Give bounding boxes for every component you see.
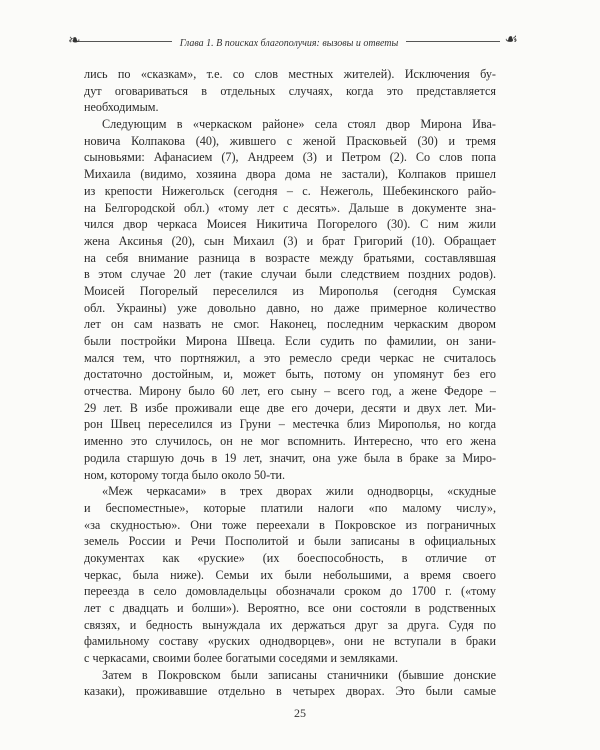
text-line: с черкасами, своими более богатыми соседями и земляками. [84,651,399,666]
text-line: фамильному составу «руских однодворцев», они не вступали в браки [84,634,496,649]
text-line: именно это случилось, он не мог вспомнить. Интересно, что его жена [84,434,496,449]
text-line: Моисей Погорелый переселился из Мирополья (сегодня Сумская [84,283,496,298]
text-line: 29 лет. В избе проживали еще две его дочери, десяти и двух лет. Ми- [84,400,496,415]
running-header [68,32,518,49]
text-line: необходимым. [84,100,159,115]
text-line: из крепости Нижегольск (сегодня – с. Нежеголь, Шебекинского райо- [84,183,496,198]
text-line: земель России и Речи Посполитой и были записаны в официальных [84,534,496,549]
text-line: «за скудностью». Они тоже переехали в Покровское из пограничных [84,517,496,532]
text-line: документах как «руские» (их боеспособность, в отличие от [84,550,496,565]
text-line: чился двор черкаса Моисея Никитича Погорелого (30). С ним жили [84,217,496,232]
text-line: дут оговариваться в отдельных случаях, когда это представляется [84,83,496,98]
body-text [84,66,496,700]
text-line: и беспоместные», которые платили налоги «по малому числу», [84,500,496,515]
page-number: 25 [294,706,306,720]
text-line: сыновьями: Афанасием (7), Андреем (3) и Петром (2). Со слов попа [84,150,496,165]
text-line: в этом случае 20 лет (такие случаи были следствием поздних родов). [84,267,496,282]
text-line: переезда в село домовладельцы обозначали сроком до 1700 г. («тому [84,584,496,599]
chapter-title: Глава 1. В поисках благополучия: вызовы и ответы [172,38,407,49]
text-line: новича Колпакова (40), жившего с женой Прасковьей (30) и тремя [84,133,496,148]
text-line: жена Аксинья (20), сын Михаил (3) и брат Григорий (10). Обращает [84,233,496,248]
text-line: Михаила (видимо, хозяина двора дома не застали), Колпаков пришел [84,167,496,182]
text-line: отчества. Мирону было 60 лет, его сыну – всего год, а жене Федоре – [84,384,496,399]
text-line: рон Швец переселился из Груни – местечка близ Мирополья, но когда [84,417,496,432]
text-line: мался тем, что портняжил, а это ремесло среди черкас не считалось [84,350,496,365]
ornament-left-icon: ❧ [68,33,81,49]
text-line: были постройки Мирона Швеца. Если судить по фамилии, он зани- [84,334,496,348]
text-line: ном, которому тогда было около 50-ти. [84,467,286,482]
text-line: казаки), проживавшие отдельно в четырех дворах. Это были самые [84,684,496,699]
text-line: «Меж черкасами» в трех дворах жили однодворцы, «скудные [102,484,496,499]
text-line: родила старшую дочь в 19 лет, значит, она уже была в браке за Миро- [84,450,496,465]
text-line: лись по «сказкам», т.е. со слов местных жителей). Исключения бу- [84,67,496,81]
text-line: Затем в Покровском были записаны станичники (бывшие донские [102,667,496,682]
text-line: черкас, была ниже). Семьи их были небольшими, а время своего [84,567,496,582]
ornament-right-icon: ☙ [504,32,518,48]
text-line: на Белгородской обл.) «тому лет с десять». Дальше в документе зна- [84,200,496,215]
text-line: связях, и бедность вынуждала их держаться друг за друга. Судя по [84,617,496,632]
text-line: Следующим в «черкаском районе» села стоял двор Мирона Ива- [102,117,496,132]
text-line: лет он сам назвать не смог. Наконец, последним черкаским двором [84,317,496,332]
text-line: на себя внимание разница в возрасте между братьями, составлявшая [84,250,496,265]
text-line: обл. Украины) уже довольно давно, но даже примерное количество [84,300,496,315]
text-line: достаточно достойным, и, может быть, потому он упомянут без его [84,367,496,382]
text-line: лет с двадцать и болши»). Вероятно, все они состояли в родственных [84,601,496,615]
